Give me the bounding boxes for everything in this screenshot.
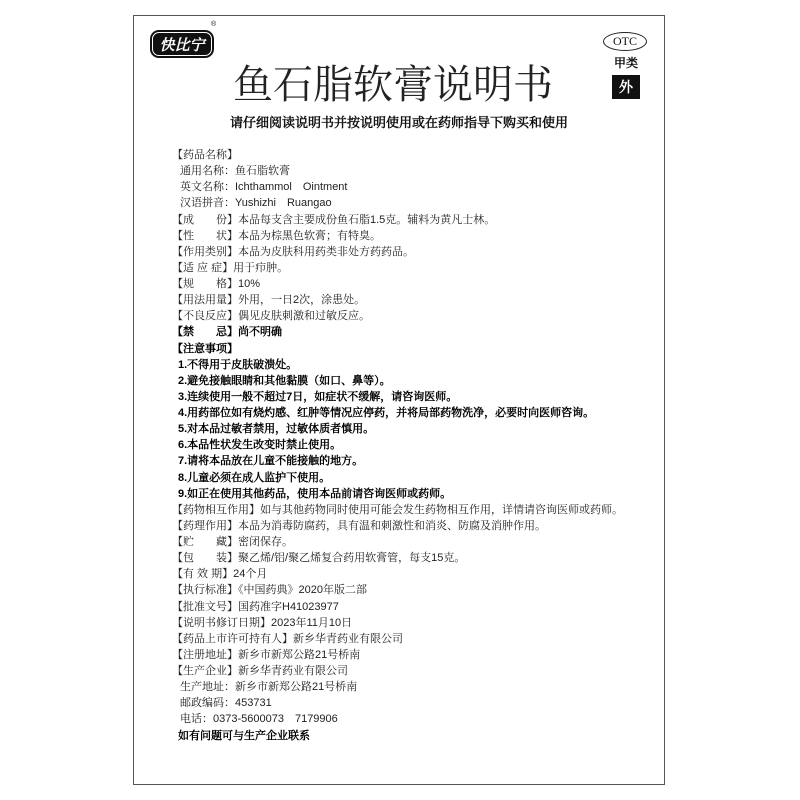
precaution-item: 6.本品性状发生改变时禁止使用。 <box>178 439 342 452</box>
precaution-item: 5.对本品过敏者禁用，过敏体质者慎用。 <box>178 423 375 436</box>
section-pharmacology <box>172 518 662 534</box>
field-label: 电话： <box>180 713 213 726</box>
section-value: 《中国药典》2020年版二部 <box>238 584 367 597</box>
field-value: 新乡市新郑公路21号桥南 <box>235 681 358 694</box>
section-standard <box>172 582 662 598</box>
section-label: 【药理作用】 <box>172 519 238 532</box>
field-value: Yushizhi Ruangao <box>235 197 332 210</box>
section-drug-name <box>172 147 662 163</box>
section-precautions <box>172 341 662 357</box>
section-value: 密闭保存。 <box>238 536 293 548</box>
section-value: 本品为消毒防腐药，具有温和刺激性和消炎、防腐及消肿作用。 <box>238 519 546 532</box>
section-value: 新乡华青药业有限公司 <box>293 632 403 645</box>
section-label: 【用法用量】 <box>172 294 238 307</box>
brand-logo <box>150 30 214 58</box>
postal-code-row <box>172 695 662 711</box>
section-approval-number <box>172 599 662 615</box>
precaution-item: 4.用药部位如有烧灼感、红肿等情况应停药，并将局部药物洗净，必要时向医师咨询。 <box>178 407 595 419</box>
contact-note: 如有问题可与生产企业联系 <box>178 729 310 742</box>
section-specification <box>172 276 662 292</box>
section-indications <box>172 260 662 276</box>
section-label: 【不良反应】 <box>172 310 238 323</box>
section-label: 【注册地址】 <box>172 648 238 661</box>
section-category <box>172 244 662 260</box>
field-label: 英文名称： <box>180 181 235 194</box>
section-label: 【包 装】 <box>172 552 238 565</box>
phone-row <box>172 711 662 727</box>
section-dosage <box>172 292 662 308</box>
section-value: 本品每支含主要成份鱼石脂1.5克。辅料为黄凡士林。 <box>238 213 496 226</box>
section-registered-address <box>172 647 662 663</box>
production-address-row <box>172 679 662 695</box>
section-value: 2023年11月10日 <box>271 616 353 629</box>
precaution-item: 7.请将本品放在儿童不能接触的地方。 <box>178 455 364 468</box>
section-value: 10% <box>238 278 261 290</box>
section-adverse-reactions <box>172 308 662 324</box>
precaution-item: 8.儿童必须在成人监护下使用。 <box>178 471 331 484</box>
field-label: 通用名称： <box>180 165 235 178</box>
section-label: 【贮 藏】 <box>172 536 238 548</box>
section-label: 【禁 忌】 <box>172 326 238 339</box>
section-packaging <box>172 550 662 566</box>
section-label: 【说明书修订日期】 <box>172 616 271 629</box>
section-value: 本品为棕黑色软膏；有特臭。 <box>238 229 381 242</box>
section-label: 【药物相互作用】 <box>172 503 260 516</box>
english-name-row <box>172 179 662 195</box>
section-label: 【药品名称】 <box>172 149 238 161</box>
section-label: 【作用类别】 <box>172 245 238 258</box>
section-value: 聚乙烯/铝/聚乙烯复合药用软膏管，每支15克。 <box>238 552 466 565</box>
section-label: 【批准文号】 <box>172 600 238 613</box>
section-license-holder <box>172 631 662 647</box>
otc-badge: OTC <box>603 32 647 51</box>
section-label: 【有 效 期】 <box>172 568 234 581</box>
field-value: Ichthammol Ointment <box>235 181 348 194</box>
reading-notice: 请仔细阅读说明书并按说明使用或在药师指导下购买和使用 <box>229 115 568 130</box>
field-label: 汉语拼音： <box>180 197 235 210</box>
leaflet-body <box>172 147 662 744</box>
external-use-badge: 外 <box>612 75 640 99</box>
section-label: 【性 状】 <box>172 229 238 242</box>
section-label: 【适 应 症】 <box>172 261 234 274</box>
section-label: 【规 格】 <box>172 278 238 290</box>
section-value: 外用，一日2次，涂患处。 <box>238 294 366 307</box>
field-value: 0373-5600073 7179906 <box>213 713 338 726</box>
section-label: 【执行标准】 <box>172 584 238 597</box>
section-label: 【成 份】 <box>172 213 238 226</box>
precaution-item: 2.避免接触眼睛和其他黏膜（如口、鼻等）。 <box>178 374 391 387</box>
section-label: 【药品上市许可持有人】 <box>172 632 293 645</box>
section-shelf-life <box>172 566 662 582</box>
pinyin-name-row <box>172 195 662 211</box>
section-label: 【注意事项】 <box>172 342 238 355</box>
generic-name-row <box>172 163 662 179</box>
section-appearance <box>172 228 662 244</box>
section-revision-date <box>172 615 662 631</box>
section-label: 【生产企业】 <box>172 665 238 677</box>
registered-mark: ® <box>211 21 217 28</box>
field-value: 鱼石脂软膏 <box>235 165 290 178</box>
section-value: 24个月 <box>233 568 268 581</box>
precaution-item: 1.不得用于皮肤破溃处。 <box>178 358 298 371</box>
section-value: 国药准字H41023977 <box>238 600 339 613</box>
field-label: 邮政编码： <box>180 697 235 710</box>
document-title: 鱼石脂软膏说明书 <box>233 63 553 107</box>
section-contraindications <box>172 324 662 340</box>
section-value: 用于疖肿。 <box>233 261 289 274</box>
section-value: 尚不明确 <box>238 326 282 339</box>
brand-logo-text: 快比宁 <box>152 32 212 56</box>
section-storage <box>172 534 662 550</box>
section-value: 新乡市新郑公路21号桥南 <box>238 648 361 661</box>
section-value: 本品为皮肤科用药类非处方药药品。 <box>238 245 414 258</box>
otc-category-label: 甲类 <box>613 56 638 70</box>
precaution-item: 3.连续使用一般不超过7日，如症状不缓解，请咨询医师。 <box>178 390 458 403</box>
field-value: 453731 <box>235 697 272 710</box>
section-manufacturer <box>172 663 662 679</box>
section-drug-interactions <box>172 502 662 518</box>
section-value: 如与其他药物同时使用可能会发生药物相互作用，详情请咨询医师或药师。 <box>260 503 623 516</box>
section-value: 新乡华青药业有限公司 <box>238 665 348 677</box>
precaution-item: 9.如正在使用其他药品，使用本品前请咨询医师或药师。 <box>178 487 452 500</box>
section-ingredients <box>172 212 662 228</box>
field-label: 生产地址： <box>180 681 235 694</box>
section-value: 偶见皮肤刺激和过敏反应。 <box>238 310 370 323</box>
